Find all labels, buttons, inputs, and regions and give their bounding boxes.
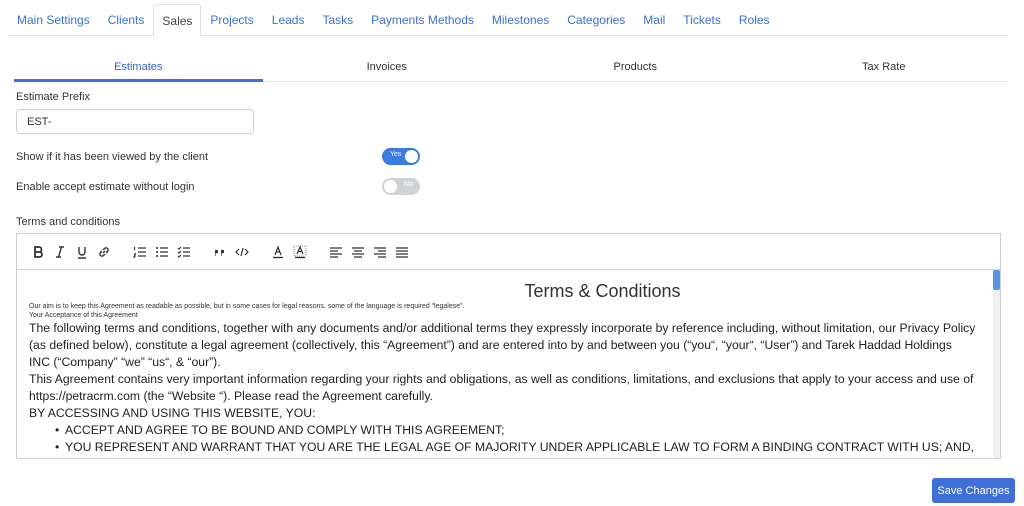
background-color-icon[interactable] bbox=[289, 242, 311, 262]
italic-icon[interactable] bbox=[49, 242, 71, 262]
font-color-icon[interactable] bbox=[267, 242, 289, 262]
align-justify-icon[interactable] bbox=[391, 242, 413, 262]
editor-scrollbar[interactable] bbox=[993, 270, 1000, 458]
terms-paragraph: BY ACCESSING AND USING THIS WEBSITE, YOU: bbox=[29, 406, 316, 420]
align-left-icon[interactable] bbox=[325, 242, 347, 262]
settings-tabs bbox=[8, 4, 1008, 36]
subtab-invoices[interactable]: Invoices bbox=[366, 60, 407, 73]
editor-content[interactable] bbox=[17, 270, 1000, 458]
editor-toolbar bbox=[17, 234, 1000, 270]
tab-roles[interactable]: Roles bbox=[738, 13, 770, 27]
accept-without-login-label: Enable accept estimate without login bbox=[16, 181, 195, 193]
tab-mail[interactable]: Mail bbox=[643, 13, 666, 27]
subtab-estimates[interactable]: Estimates bbox=[14, 52, 263, 81]
toggle-yes-text: Yes bbox=[390, 151, 402, 158]
align-right-icon[interactable] bbox=[369, 242, 391, 262]
tab-clients[interactable]: Clients bbox=[107, 13, 145, 27]
list-item: • ACCEPT AND AGREE TO BE BOUND AND COMPLY WITH THIS AGREEMENT; bbox=[55, 422, 976, 439]
terms-editor bbox=[16, 233, 1001, 459]
tab-tickets[interactable]: Tickets bbox=[683, 13, 721, 27]
toggle-knob bbox=[405, 150, 418, 163]
terms-label: Terms and conditions bbox=[16, 216, 120, 228]
estimate-prefix-input[interactable] bbox=[16, 109, 254, 134]
terms-paragraph: This Agreement contains very important information regarding your rights and obligations, as well as conditions, limitations, and exclusions that apply to your access and use of https://petracrm.com (the “Website “). Please read the Agreement carefully. bbox=[29, 372, 974, 403]
tab-milestones[interactable]: Milestones bbox=[491, 13, 550, 27]
estimate-prefix-label: Estimate Prefix bbox=[16, 91, 90, 103]
scrollbar-thumb[interactable] bbox=[993, 270, 1000, 290]
blockquote-icon[interactable] bbox=[209, 242, 231, 262]
tab-categories[interactable]: Categories bbox=[567, 13, 626, 27]
sales-subtabs bbox=[14, 52, 1008, 82]
code-icon[interactable] bbox=[231, 242, 253, 262]
terms-bullet-list bbox=[29, 422, 976, 456]
viewed-by-client-toggle[interactable] bbox=[382, 148, 420, 165]
subtab-products[interactable]: Products bbox=[613, 60, 657, 73]
terms-paragraph: The following terms and conditions, together with any documents and/or additional terms they expressly incorporate by reference including, without limitation, our Privacy Policy (as defined below), constitute a legal agreement (collectively, this “Agreement”) and are entered into by and between you (“you“, “your“, “User”) and Tarek Haddad Holdings INC (“Company” “we” “us“, & “our”). bbox=[29, 321, 976, 369]
link-icon[interactable] bbox=[93, 242, 115, 262]
bold-icon[interactable] bbox=[27, 242, 49, 262]
underline-icon[interactable] bbox=[71, 242, 93, 262]
subtab-tax-rate[interactable]: Tax Rate bbox=[862, 60, 906, 73]
list-item: • YOU REPRESENT AND WARRANT THAT YOU ARE THE LEGAL AGE OF MAJORITY UNDER APPLICABLE LAW TO FORM A BINDING CONTRACT WITH US; AND, bbox=[55, 439, 976, 456]
acceptance-subheading: Your Acceptance of this Agreement bbox=[29, 312, 138, 319]
terms-heading: Terms & Conditions bbox=[524, 281, 681, 301]
tab-leads[interactable]: Leads bbox=[271, 13, 305, 27]
viewed-by-client-label: Show if it has been viewed by the client bbox=[16, 151, 209, 163]
ordered-list-icon[interactable] bbox=[129, 242, 151, 262]
align-center-icon[interactable] bbox=[347, 242, 369, 262]
checklist-icon[interactable] bbox=[173, 242, 195, 262]
save-changes-button[interactable]: Save Changes bbox=[932, 478, 1015, 503]
tab-payments-methods[interactable]: Payments Methods bbox=[371, 13, 474, 27]
tab-projects[interactable]: Projects bbox=[210, 13, 254, 27]
accept-without-login-toggle[interactable] bbox=[382, 178, 420, 195]
tab-sales[interactable]: Sales bbox=[153, 4, 201, 37]
tab-tasks[interactable]: Tasks bbox=[322, 13, 354, 27]
bullet-list-icon[interactable] bbox=[151, 242, 173, 262]
tab-main-settings[interactable]: Main Settings bbox=[17, 13, 90, 27]
toggle-no-text: No bbox=[404, 181, 413, 188]
legalese-note: Our aim is to keep this Agreement as readable as possible, but in some cases for legal reasons, some of the language is required “legalese”. bbox=[29, 303, 465, 310]
toggle-knob bbox=[384, 180, 397, 193]
